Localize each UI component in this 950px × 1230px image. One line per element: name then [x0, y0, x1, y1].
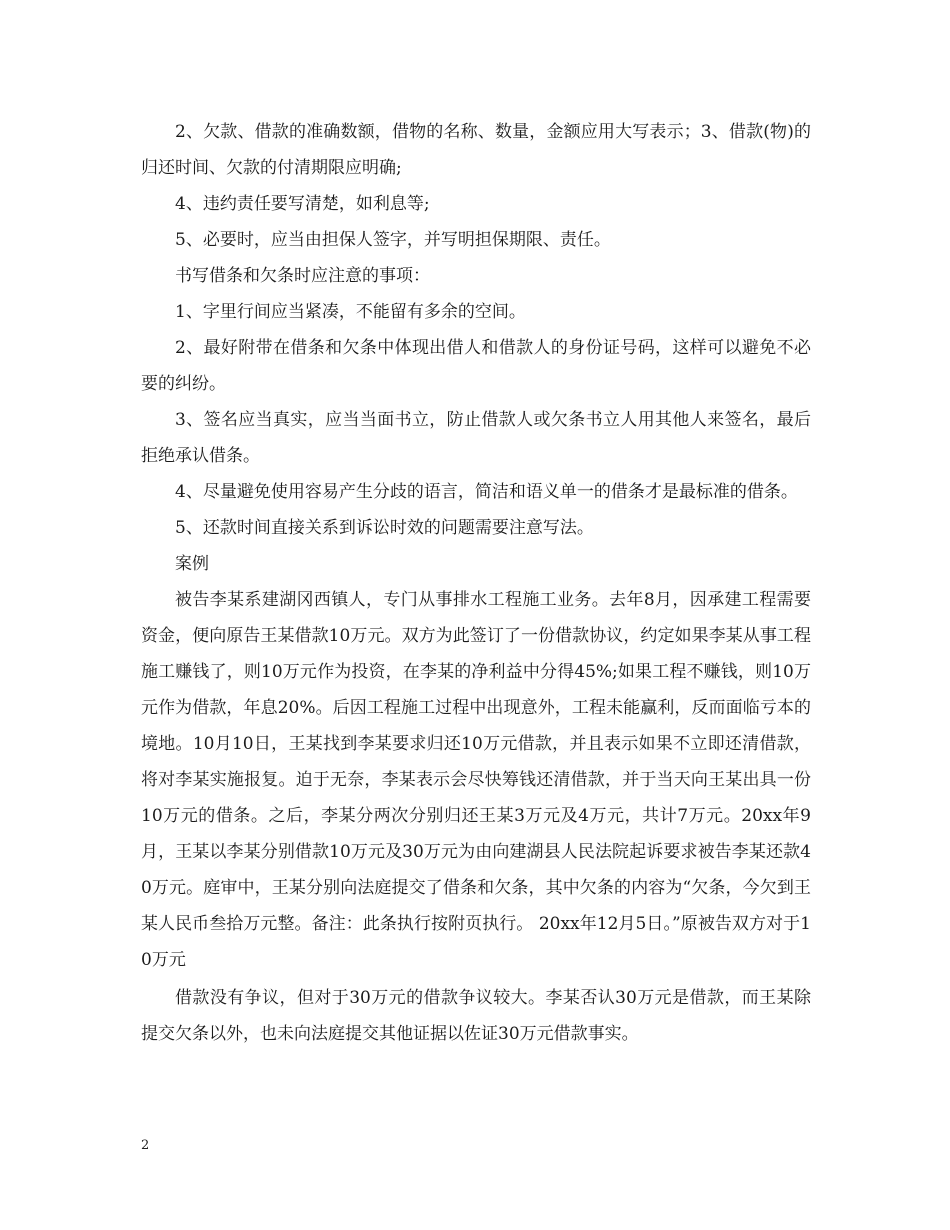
page-number: 2 [141, 1138, 150, 1153]
paragraph-case-dispute: 借款没有争议，但对于30万元的借款争议较大。李某否认30万元是借款，而王某除提交欠条以外，也未向法庭提交其他证据以佐证30万元借款事实。 [141, 988, 811, 1044]
section-heading-case: 案例 [175, 554, 209, 574]
paragraph-breach-liability: 4、违约责任要写清楚，如利息等; [175, 194, 430, 214]
paragraph-avoid-ambiguity: 4、尽量避免使用容易产生分歧的语言，简洁和语义单一的借条才是最标准的借条。 [175, 482, 798, 502]
paragraph-guarantor: 5、必要时，应当由担保人签字，并写明担保期限、责任。 [175, 230, 611, 250]
paragraph-loan-amount-and-return: 2、欠款、借款的准确数额，借物的名称、数量，金额应用大写表示；3、借款(物)的归还时间、欠款的付清期限应明确; [141, 122, 811, 178]
paragraph-case-description: 被告李某系建湖冈西镇人，专门从事排水工程施工业务。去年8月，因承建工程需要资金，便向原告王某借款10万元。双方为此签订了一份借款协议，约定如果李某从事工程施工赚钱了，则10万元作为投资，在李某的净利益中分得45%;如果工程不赚钱，则10万元作为借款，年息20%。后因工程施工过程中出现意外，工程未能赢利，反而面临亏本的境地。10月10日，王某找到李某要求归还10万元借款，并且表示如果不立即还清借款，将对李某实施报复。迫于无奈，李某表示会尽快筹钱还清借款，并于当天向王某出具一份10万元的借条。之后，李某分两次分别归还王某3万元及4万元，共计7万元。20xx年9月，王某以李某分别借款10万元及30万元为由向建湖县人民法院起诉要求被告李某还款40万元。庭审中，王某分别向法庭提交了借条和欠条，其中欠条的内容为“欠条，今欠到王某人民币叁拾万元整。备注：此条执行按附页执行。 20xx年12月5日。”原被告双方对于10万元 [141, 590, 811, 970]
paragraph-repayment-time: 5、还款时间直接关系到诉讼时效的问题需要注意写法。 [175, 518, 594, 538]
document-body [141, 114, 811, 1052]
paragraph-compact-writing: 1、字里行间应当紧凑，不能留有多余的空间。 [175, 302, 526, 322]
paragraph-signature: 3、签名应当真实，应当当面书立，防止借款人或欠条书立人用其他人来签名，最后拒绝承认借条。 [141, 410, 811, 466]
section-heading-notes: 书写借条和欠条时应注意的事项： [175, 266, 430, 286]
paragraph-id-numbers: 2、最好附带在借条和欠条中体现出借人和借款人的身份证号码，这样可以避免不必要的纠纷。 [141, 338, 811, 394]
